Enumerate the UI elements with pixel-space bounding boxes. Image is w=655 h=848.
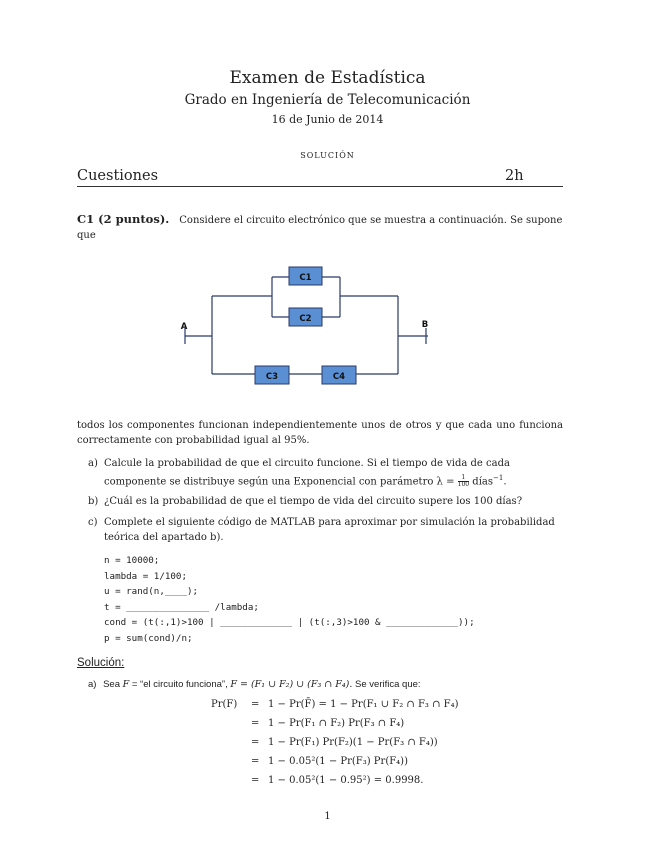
equation-eq-sign: = [251,699,260,710]
equation-eq-sign: = [251,718,260,729]
question-label: C1 (2 puntos). [77,212,170,226]
matlab-code-line-4: t = _______________ /lambda; [104,601,259,613]
matlab-code-line-1: n = 10000; [104,555,160,566]
item-c-text: Complete el siguiente código de MATLAB para aproximar por simulación la probabilidad teórica del apartado b). [104,517,555,543]
exam-title: Examen de Estadística [229,68,426,88]
section-duration: 2h [505,168,524,184]
solution-event-definition: = “el circuito funciona”, [131,679,228,690]
question-continuation: todos los componentes funcionan independientemente unos de otros y que cada uno funciona correctamente con probabilidad igual al 95%. [77,420,563,446]
exam-subtitle: Grado en Ingeniería de Telecomunicación [184,92,471,108]
lambda-fraction [458,475,469,488]
solution-intro-sea: Sea [103,679,120,690]
matlab-code-line-2: lambda = 1/100; [104,570,187,582]
terminal-b-label: B [421,320,429,330]
item-b-text: ¿Cuál es la probabilidad de que el tiempo de vida del circuito supere los 100 días? [104,496,523,507]
item-label: a) [88,458,98,469]
equation-line-3: 1 − Pr(F₁) Pr(F₂)(1 − Pr(F₃ ∩ F₄)) [268,737,438,748]
component-c3-label: C3 [265,372,279,382]
solution-item-label: a) [88,679,97,690]
solution-label: solución [300,148,355,161]
component-c1-label: C1 [299,273,312,283]
equation-line-2: 1 − Pr(F₁ ∩ F₂) Pr(F₃ ∩ F₄) [268,718,405,729]
component-c2-label: C2 [299,314,312,324]
lambda-numerator: 1 [458,475,469,482]
item-label: b) [88,496,99,507]
item-a-unit: días [472,476,493,488]
equation-lhs: Pr(F) [211,699,238,710]
equation-eq-sign: = [251,775,260,786]
terminal-a-label: A [180,322,188,332]
question-intro-text: Considere el circuito electrónico que se muestra a continuación. Se supone que [77,215,563,241]
question-item-a [88,456,560,489]
solution-heading: Solución: [77,657,125,669]
item-a-exponent: −1 [493,474,504,482]
component-c4-label: C4 [332,372,346,382]
item-label: c) [88,517,98,528]
matlab-code-line-6: p = sum(cond)/n; [104,632,193,644]
item-a-end: . [503,476,507,488]
question-item-b [88,494,560,509]
question-item-c [88,515,560,545]
item-a-text: Calcule la probabilidad de que el circuito funcione. Si el tiempo de vida de cada componente se distribuye según una Exponencial con parámetro λ = [104,458,510,488]
page-number: 1 [324,811,331,822]
solution-item-a [88,679,421,690]
exam-date: 16 de Junio de 2014 [271,113,384,126]
matlab-code-line-5: cond = (t(:,1)>100 | _____________ | (t(:,3)>100 & _____________)); [104,617,475,628]
equation-line-1: 1 − Pr(F̄) = 1 − Pr(F₁ ∪ F₂ ∩ F₃ ∩ F₄) [268,699,459,710]
section-title: Cuestiones [77,168,159,184]
equation-eq-sign: = [251,737,260,748]
equation-eq-sign: = [251,756,260,767]
solution-event-formula: F = (F₁ ∪ F₂) ∪ (F₃ ∩ F₄). [230,679,353,690]
solution-verifica: Se verifica que: [355,679,421,690]
equation-line-5: 1 − 0.05²(1 − 0.95²) = 0.9998. [268,775,424,786]
matlab-code-line-3: u = rand(n,____); [104,586,199,597]
equation-line-4: 1 − 0.05²(1 − Pr(F₃) Pr(F₄)) [268,756,408,767]
lambda-denominator: 100 [457,481,470,489]
solution-event-symbol: F [122,679,130,690]
